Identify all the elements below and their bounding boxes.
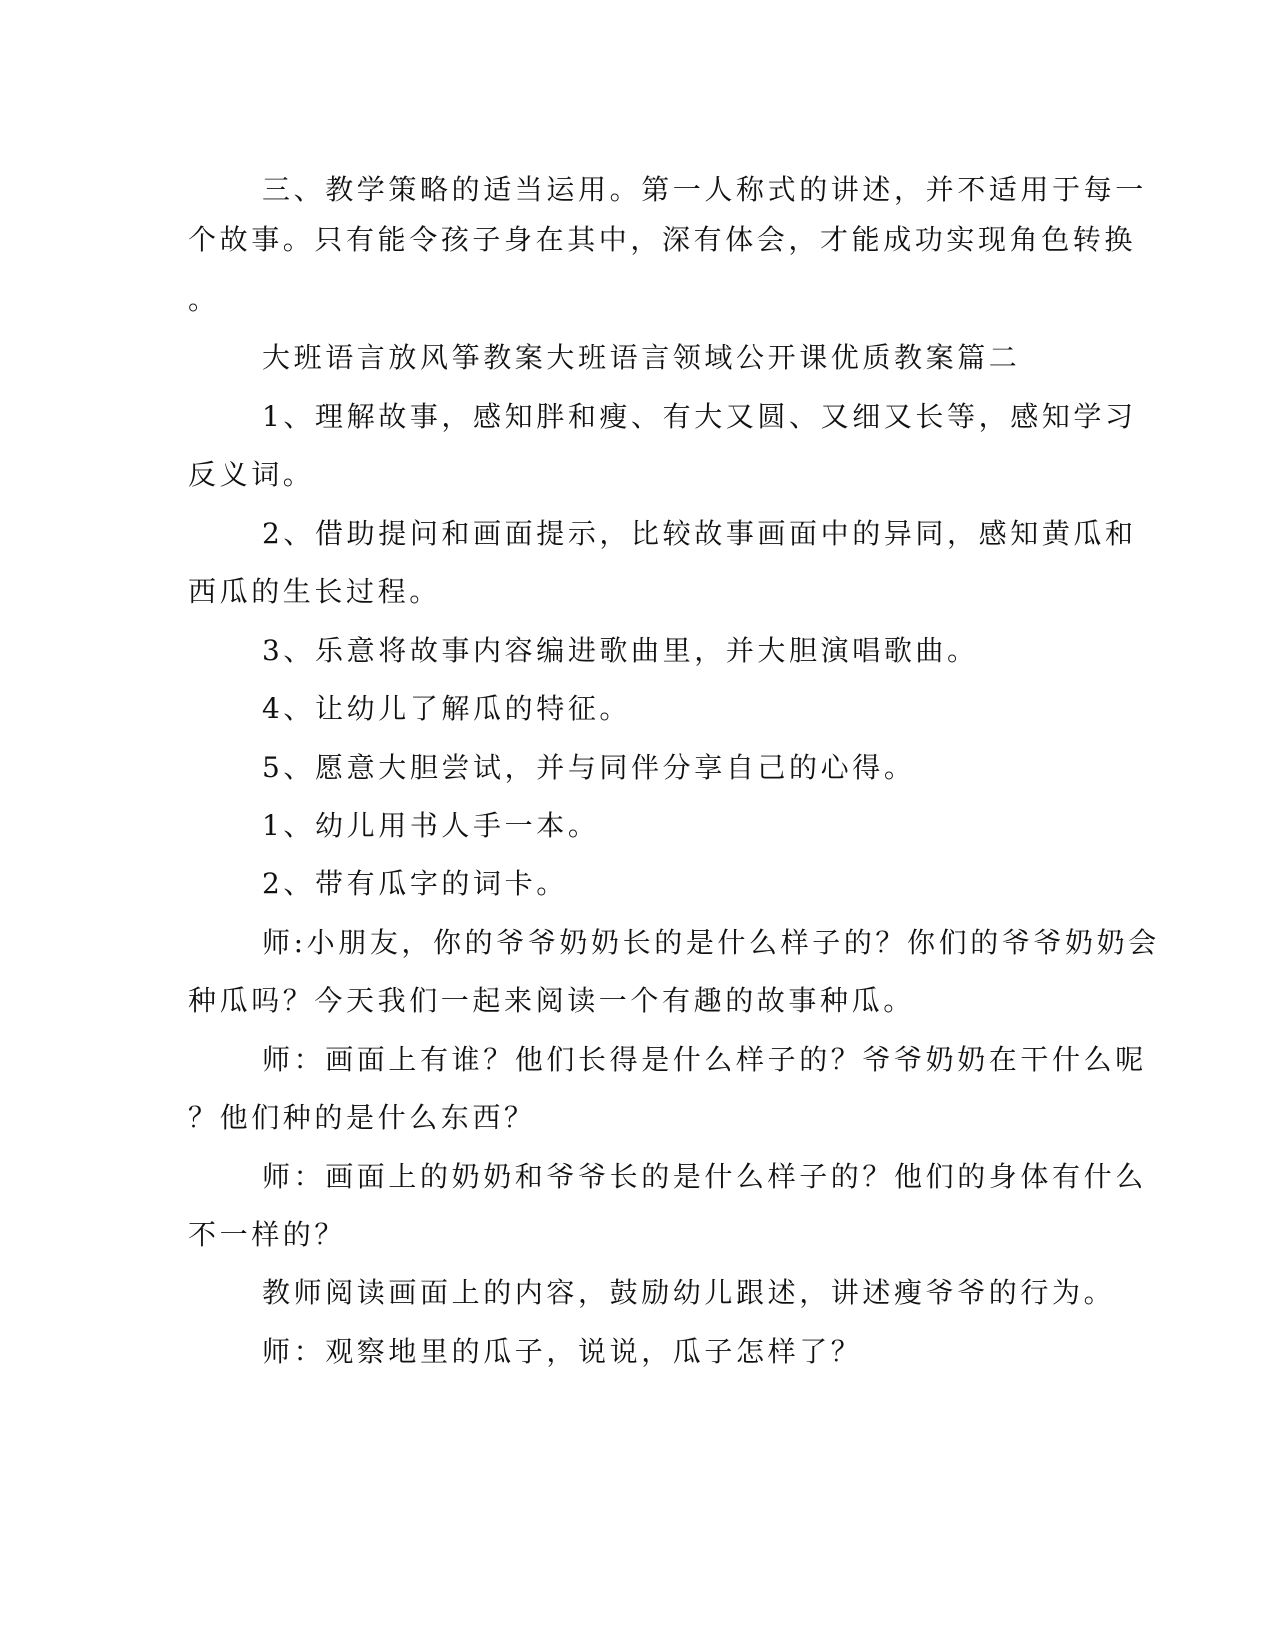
text-line: 师：画面上有谁？他们长得是什么样子的？爷爷奶奶在干什么呢 bbox=[262, 1043, 1147, 1076]
text-line: 。 bbox=[188, 283, 220, 316]
text-line: 3、乐意将故事内容编进歌曲里，并大胆演唱歌曲。 bbox=[262, 634, 979, 667]
text-line: 2、带有瓜字的词卡。 bbox=[262, 867, 568, 900]
section-heading: 大班语言放风筝教案大班语言领域公开课优质教案篇二 bbox=[262, 341, 1021, 374]
text-line: 1、理解故事，感知胖和瘦、有大又圆、又细又长等，感知学习 bbox=[262, 400, 1137, 433]
text-line: 师：画面上的奶奶和爷爷长的是什么样子的？他们的身体有什么 bbox=[262, 1160, 1147, 1193]
text-line: 4、让幼儿了解瓜的特征。 bbox=[262, 692, 632, 725]
text-line: 不一样的？ bbox=[188, 1218, 347, 1251]
text-line: 5、愿意大胆尝试，并与同伴分享自己的心得。 bbox=[262, 751, 916, 784]
text-line: 三、教学策略的适当运用。第一人称式的讲述，并不适用于每一 bbox=[262, 173, 1147, 206]
text-line: ？他们种的是什么东西？ bbox=[188, 1101, 536, 1134]
text-line: 教师阅读画面上的内容，鼓励幼儿跟述，讲述瘦爷爷的行为。 bbox=[262, 1276, 1116, 1309]
text-line: 西瓜的生长过程。 bbox=[188, 575, 441, 608]
text-line: 个故事。只有能令孩子身在其中，深有体会，才能成功实现角色转换 bbox=[188, 223, 1137, 256]
text-line: 1、幼儿用书人手一本。 bbox=[262, 809, 600, 842]
text-line: 反义词。 bbox=[188, 458, 315, 491]
text-line: 种瓜吗？今天我们一起来阅读一个有趣的故事种瓜。 bbox=[188, 984, 915, 1017]
text-line: 师：观察地里的瓜子，说说，瓜子怎样了？ bbox=[262, 1335, 863, 1368]
text-line: 2、借助提问和画面提示，比较故事画面中的异同，感知黄瓜和 bbox=[262, 517, 1137, 550]
text-line: 师:小朋友，你的爷爷奶奶长的是什么样子的？你们的爷爷奶奶会 bbox=[262, 926, 1160, 959]
